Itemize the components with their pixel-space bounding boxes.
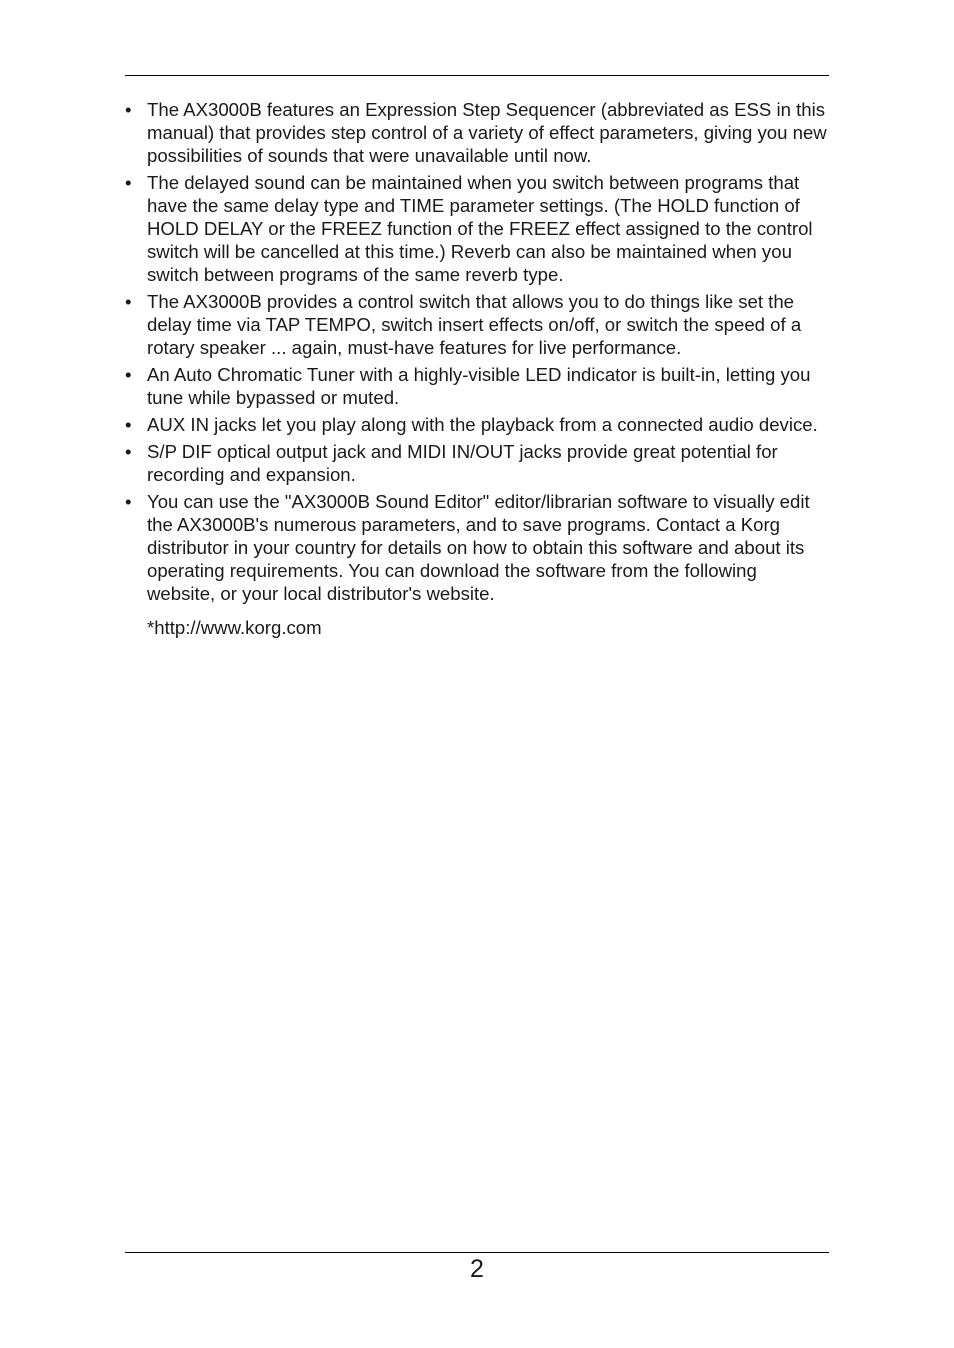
- list-item: [125, 413, 829, 436]
- list-item: [125, 171, 829, 286]
- list-item: [125, 440, 829, 486]
- bullet-icon: •: [125, 291, 132, 312]
- bullet-icon: •: [125, 441, 132, 462]
- list-item: [125, 490, 829, 605]
- bullet-icon: •: [125, 172, 132, 193]
- korg-url: *http://www.korg.com: [147, 617, 322, 638]
- top-rule: [125, 75, 829, 76]
- feature-text: The AX3000B features an Expression Step Sequencer (abbreviated as ESS in this manual) that provides step control of a variety of effect parameters, giving you new possibilities of sounds that were unavailable until now.: [147, 99, 827, 166]
- feature-text: AUX IN jacks let you play along with the playback from a connected audio device.: [147, 414, 818, 435]
- list-item: [125, 363, 829, 409]
- page-number: 2: [470, 1255, 484, 1283]
- feature-text: S/P DIF optical output jack and MIDI IN/OUT jacks provide great potential for recording and expansion.: [147, 441, 778, 485]
- bullet-icon: •: [125, 491, 132, 512]
- feature-list: [125, 98, 829, 605]
- page-content: [125, 98, 829, 639]
- feature-text: The AX3000B provides a control switch that allows you to do things like set the delay time via TAP TEMPO, switch insert effects on/off, or switch the speed of a rotary speaker ... again, must-have features for live performance.: [147, 291, 802, 358]
- list-item: [125, 290, 829, 359]
- list-item: [125, 98, 829, 167]
- feature-text: You can use the "AX3000B Sound Editor" editor/librarian software to visually edit the AX3000B's numerous parameters, and to save programs. Contact a Korg distributor in your country for details on how to obtain this software and about its operating requirements. You can download the software from the following website, or your local distributor's website.: [147, 491, 810, 604]
- feature-text: The delayed sound can be maintained when you switch between programs that have the same delay type and TIME parameter settings. (The HOLD function of HOLD DELAY or the FREEZ function of the FREEZ effect assigned to the control switch will be cancelled at this time.) Reverb can also be maintained when you switch between programs of the same reverb type.: [147, 172, 813, 285]
- bullet-icon: •: [125, 414, 132, 435]
- bullet-icon: •: [125, 99, 132, 120]
- bottom-rule: [125, 1252, 829, 1253]
- bullet-icon: •: [125, 364, 132, 385]
- feature-text: An Auto Chromatic Tuner with a highly-visible LED indicator is built-in, letting you tune while bypassed or muted.: [147, 364, 811, 408]
